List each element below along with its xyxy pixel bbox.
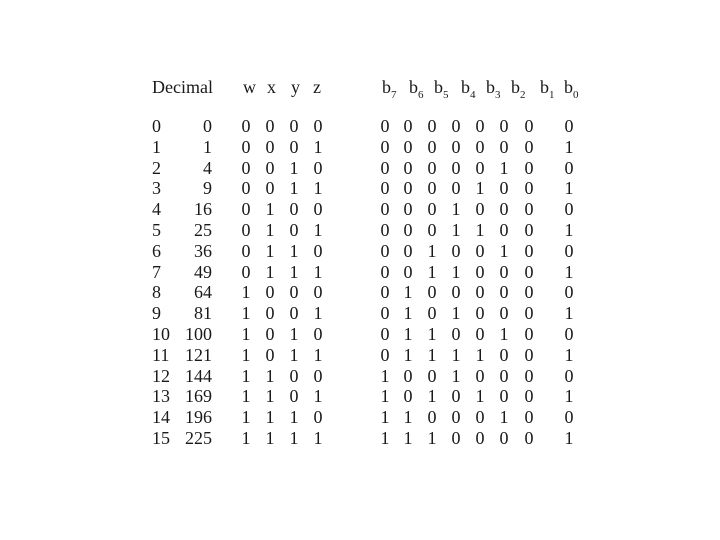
cell-input-bit: 0 [289, 137, 299, 157]
cell-output-bit: 0 [451, 116, 461, 136]
cell-input-bit: 1 [289, 158, 299, 178]
cell-square: 1 [203, 137, 212, 157]
cell-output-bit: 1 [564, 220, 574, 240]
cell-output-bit: 1 [564, 345, 574, 365]
cell-input-bit: 0 [289, 199, 299, 219]
cell-input-bit: 0 [289, 282, 299, 302]
cell-output-bit: 0 [524, 241, 534, 261]
cell-output-bit: 1 [499, 158, 509, 178]
cell-output-bit: 0 [451, 158, 461, 178]
cell-input-bit: 0 [289, 116, 299, 136]
cell-output-bit: 0 [427, 220, 437, 240]
cell-output-bit: 1 [451, 303, 461, 323]
header-b5-sub: 5 [443, 89, 449, 101]
header-b5 [434, 77, 449, 101]
cell-input-bit: 1 [241, 282, 251, 302]
cell-output-bit: 0 [380, 220, 390, 240]
cell-output-bit: 0 [451, 241, 461, 261]
cell-output-bit: 1 [380, 366, 390, 386]
cell-output-bit: 0 [403, 158, 413, 178]
cell-output-bit: 0 [524, 366, 534, 386]
cell-output-bit: 0 [427, 199, 437, 219]
cell-input-bit: 1 [265, 262, 275, 282]
header-z: z [313, 77, 321, 97]
header-b6 [409, 77, 424, 101]
cell-output-bit: 0 [427, 303, 437, 323]
cell-input-bit: 0 [241, 241, 251, 261]
cell-input-bit: 1 [265, 386, 275, 406]
cell-output-bit: 0 [475, 282, 485, 302]
cell-input-bit: 1 [313, 220, 323, 240]
cell-output-bit: 1 [499, 324, 509, 344]
cell-output-bit: 0 [524, 303, 534, 323]
header-b2 [511, 77, 526, 101]
cell-output-bit: 1 [475, 386, 485, 406]
cell-output-bit: 0 [475, 116, 485, 136]
cell-input-bit: 1 [289, 428, 299, 448]
cell-output-bit: 0 [564, 241, 574, 261]
cell-output-bit: 0 [380, 282, 390, 302]
cell-input-bit: 0 [241, 116, 251, 136]
cell-output-bit: 1 [403, 324, 413, 344]
cell-output-bit: 1 [564, 178, 574, 198]
header-b1-base: b [540, 77, 549, 97]
header-w: w [243, 77, 256, 97]
cell-output-bit: 1 [564, 137, 574, 157]
cell-input-bit: 1 [241, 428, 251, 448]
cell-square: 16 [194, 199, 212, 219]
cell-input-bit: 0 [265, 116, 275, 136]
cell-output-bit: 0 [380, 137, 390, 157]
cell-output-bit: 1 [564, 303, 574, 323]
cell-square: 225 [185, 428, 212, 448]
header-b3 [486, 77, 501, 101]
cell-output-bit: 0 [475, 407, 485, 427]
cell-input-bit: 1 [313, 178, 323, 198]
cell-input-bit: 1 [241, 386, 251, 406]
cell-output-bit: 0 [427, 137, 437, 157]
cell-input-bit: 1 [313, 137, 323, 157]
cell-output-bit: 1 [475, 178, 485, 198]
cell-output-bit: 0 [524, 345, 534, 365]
cell-output-bit: 0 [451, 178, 461, 198]
header-b5-base: b [434, 77, 443, 97]
cell-output-bit: 0 [524, 137, 534, 157]
cell-input-bit: 1 [289, 324, 299, 344]
cell-output-bit: 0 [475, 262, 485, 282]
cell-input-bit: 1 [265, 366, 275, 386]
cell-output-bit: 0 [451, 282, 461, 302]
cell-output-bit: 0 [499, 262, 509, 282]
cell-input-bit: 1 [313, 303, 323, 323]
cell-output-bit: 1 [380, 428, 390, 448]
cell-output-bit: 0 [499, 303, 509, 323]
cell-output-bit: 0 [524, 407, 534, 427]
cell-square: 0 [203, 116, 212, 136]
cell-output-bit: 0 [427, 178, 437, 198]
cell-input-bit: 1 [313, 262, 323, 282]
cell-input-bit: 1 [313, 386, 323, 406]
cell-input-bit: 0 [313, 158, 323, 178]
cell-input-bit: 1 [313, 428, 323, 448]
cell-input-bit: 1 [265, 220, 275, 240]
cell-output-bit: 1 [427, 428, 437, 448]
header-b4-sub: 4 [470, 89, 476, 101]
cell-square: 4 [203, 158, 212, 178]
header-b0 [564, 77, 579, 101]
cell-square: 169 [185, 386, 212, 406]
cell-input-bit: 1 [289, 262, 299, 282]
cell-output-bit: 0 [475, 324, 485, 344]
cell-input-bit: 0 [313, 366, 323, 386]
cell-output-bit: 0 [427, 282, 437, 302]
cell-output-bit: 0 [499, 366, 509, 386]
cell-output-bit: 0 [564, 407, 574, 427]
cell-output-bit: 1 [380, 407, 390, 427]
cell-input-bit: 0 [265, 303, 275, 323]
cell-input-bit: 1 [241, 366, 251, 386]
cell-output-bit: 1 [451, 199, 461, 219]
cell-output-bit: 0 [380, 199, 390, 219]
cell-output-bit: 0 [403, 220, 413, 240]
cell-output-bit: 0 [427, 366, 437, 386]
cell-output-bit: 1 [564, 386, 574, 406]
cell-output-bit: 0 [380, 178, 390, 198]
cell-input-bit: 1 [265, 241, 275, 261]
cell-output-bit: 0 [524, 428, 534, 448]
cell-input-bit: 1 [241, 324, 251, 344]
cell-output-bit: 0 [403, 366, 413, 386]
cell-input-bit: 0 [265, 324, 275, 344]
header-decimal: Decimal [152, 77, 213, 97]
cell-output-bit: 0 [499, 116, 509, 136]
cell-output-bit: 1 [475, 220, 485, 240]
cell-input-bit: 0 [265, 178, 275, 198]
cell-output-bit: 0 [524, 116, 534, 136]
cell-input-bit: 1 [289, 241, 299, 261]
cell-square: 100 [185, 324, 212, 344]
cell-output-bit: 0 [475, 199, 485, 219]
header-b1-sub: 1 [549, 89, 555, 101]
cell-output-bit: 1 [427, 345, 437, 365]
cell-output-bit: 0 [403, 137, 413, 157]
cell-output-bit: 0 [451, 137, 461, 157]
cell-square: 25 [194, 220, 212, 240]
cell-output-bit: 1 [380, 386, 390, 406]
cell-decimal: 9 [152, 303, 161, 323]
cell-output-bit: 1 [403, 345, 413, 365]
cell-output-bit: 0 [475, 428, 485, 448]
header-y: y [291, 77, 300, 97]
cell-output-bit: 0 [380, 345, 390, 365]
cell-input-bit: 1 [289, 407, 299, 427]
cell-output-bit: 1 [475, 345, 485, 365]
cell-output-bit: 0 [499, 345, 509, 365]
cell-output-bit: 1 [451, 366, 461, 386]
cell-input-bit: 0 [313, 407, 323, 427]
cell-decimal: 0 [152, 116, 161, 136]
cell-output-bit: 0 [451, 386, 461, 406]
cell-input-bit: 1 [241, 407, 251, 427]
cell-output-bit: 0 [380, 116, 390, 136]
cell-output-bit: 0 [524, 158, 534, 178]
cell-output-bit: 0 [499, 220, 509, 240]
cell-output-bit: 0 [499, 386, 509, 406]
cell-output-bit: 1 [403, 428, 413, 448]
cell-output-bit: 0 [564, 366, 574, 386]
header-b0-base: b [564, 77, 573, 97]
cell-square: 144 [185, 366, 212, 386]
cell-output-bit: 0 [451, 324, 461, 344]
cell-output-bit: 1 [564, 262, 574, 282]
cell-output-bit: 0 [403, 386, 413, 406]
cell-output-bit: 0 [427, 407, 437, 427]
cell-output-bit: 0 [380, 158, 390, 178]
cell-decimal: 8 [152, 282, 161, 302]
header-x: x [267, 77, 276, 97]
cell-output-bit: 0 [564, 116, 574, 136]
cell-decimal: 4 [152, 199, 161, 219]
cell-input-bit: 0 [289, 220, 299, 240]
header-b0-sub: 0 [573, 89, 579, 101]
cell-output-bit: 0 [475, 241, 485, 261]
cell-output-bit: 0 [499, 199, 509, 219]
cell-output-bit: 1 [451, 262, 461, 282]
cell-output-bit: 0 [524, 324, 534, 344]
cell-output-bit: 0 [524, 220, 534, 240]
cell-output-bit: 0 [524, 282, 534, 302]
header-b4 [461, 77, 476, 101]
cell-output-bit: 0 [427, 158, 437, 178]
cell-output-bit: 1 [427, 324, 437, 344]
header-b7-base: b [382, 77, 391, 97]
cell-output-bit: 1 [427, 262, 437, 282]
header-b7-sub: 7 [391, 89, 397, 101]
cell-input-bit: 0 [289, 303, 299, 323]
cell-square: 121 [185, 345, 212, 365]
header-b3-base: b [486, 77, 495, 97]
cell-decimal: 2 [152, 158, 161, 178]
cell-output-bit: 0 [524, 262, 534, 282]
cell-input-bit: 1 [265, 199, 275, 219]
cell-output-bit: 0 [499, 428, 509, 448]
cell-square: 64 [194, 282, 212, 302]
cell-square: 9 [203, 178, 212, 198]
cell-output-bit: 0 [403, 178, 413, 198]
cell-output-bit: 1 [564, 428, 574, 448]
cell-input-bit: 0 [289, 386, 299, 406]
cell-decimal: 13 [152, 386, 170, 406]
cell-input-bit: 0 [265, 345, 275, 365]
cell-input-bit: 0 [241, 137, 251, 157]
cell-square: 196 [185, 407, 212, 427]
header-b1 [540, 77, 555, 101]
cell-output-bit: 0 [564, 199, 574, 219]
cell-decimal: 6 [152, 241, 161, 261]
cell-output-bit: 0 [380, 262, 390, 282]
cell-input-bit: 1 [289, 178, 299, 198]
cell-output-bit: 0 [564, 158, 574, 178]
cell-output-bit: 0 [380, 241, 390, 261]
header-b2-sub: 2 [520, 89, 526, 101]
cell-input-bit: 0 [289, 366, 299, 386]
header-b2-base: b [511, 77, 520, 97]
cell-decimal: 15 [152, 428, 170, 448]
cell-input-bit: 1 [241, 303, 251, 323]
cell-output-bit: 0 [403, 241, 413, 261]
cell-output-bit: 1 [451, 345, 461, 365]
cell-square: 36 [194, 241, 212, 261]
cell-input-bit: 0 [313, 116, 323, 136]
cell-input-bit: 0 [313, 282, 323, 302]
header-b3-sub: 3 [495, 89, 501, 101]
cell-input-bit: 0 [313, 199, 323, 219]
cell-decimal: 5 [152, 220, 161, 240]
cell-output-bit: 0 [499, 137, 509, 157]
cell-output-bit: 0 [403, 199, 413, 219]
cell-output-bit: 0 [499, 282, 509, 302]
cell-input-bit: 1 [265, 407, 275, 427]
cell-decimal: 1 [152, 137, 161, 157]
cell-input-bit: 0 [265, 282, 275, 302]
header-b7 [382, 77, 397, 101]
cell-input-bit: 0 [241, 158, 251, 178]
header-b6-base: b [409, 77, 418, 97]
cell-output-bit: 0 [564, 324, 574, 344]
cell-input-bit: 0 [241, 178, 251, 198]
cell-output-bit: 0 [403, 116, 413, 136]
cell-input-bit: 1 [241, 345, 251, 365]
cell-decimal: 11 [152, 345, 170, 365]
cell-output-bit: 1 [499, 241, 509, 261]
cell-output-bit: 0 [451, 428, 461, 448]
header-b4-base: b [461, 77, 470, 97]
cell-input-bit: 0 [313, 324, 323, 344]
cell-decimal: 14 [152, 407, 170, 427]
cell-output-bit: 0 [427, 116, 437, 136]
cell-output-bit: 0 [524, 199, 534, 219]
cell-input-bit: 0 [241, 199, 251, 219]
cell-decimal: 12 [152, 366, 170, 386]
cell-output-bit: 0 [451, 407, 461, 427]
cell-input-bit: 1 [313, 345, 323, 365]
cell-square: 49 [194, 262, 212, 282]
cell-decimal: 7 [152, 262, 161, 282]
cell-decimal: 3 [152, 178, 161, 198]
cell-output-bit: 0 [475, 137, 485, 157]
cell-output-bit: 0 [475, 366, 485, 386]
cell-output-bit: 1 [451, 220, 461, 240]
cell-output-bit: 1 [403, 303, 413, 323]
cell-input-bit: 1 [289, 345, 299, 365]
cell-decimal: 10 [152, 324, 170, 344]
cell-output-bit: 0 [380, 324, 390, 344]
cell-output-bit: 1 [403, 282, 413, 302]
cell-output-bit: 0 [380, 303, 390, 323]
cell-input-bit: 0 [313, 241, 323, 261]
cell-output-bit: 1 [427, 241, 437, 261]
cell-output-bit: 0 [564, 282, 574, 302]
cell-input-bit: 1 [265, 428, 275, 448]
cell-output-bit: 0 [403, 262, 413, 282]
cell-output-bit: 0 [475, 158, 485, 178]
cell-output-bit: 0 [475, 303, 485, 323]
cell-input-bit: 0 [265, 137, 275, 157]
cell-output-bit: 1 [427, 386, 437, 406]
cell-output-bit: 0 [524, 178, 534, 198]
header-b6-sub: 6 [418, 89, 424, 101]
cell-square: 81 [194, 303, 212, 323]
cell-input-bit: 0 [241, 262, 251, 282]
cell-output-bit: 1 [499, 407, 509, 427]
cell-output-bit: 1 [403, 407, 413, 427]
cell-input-bit: 0 [241, 220, 251, 240]
cell-output-bit: 0 [499, 178, 509, 198]
cell-input-bit: 0 [265, 158, 275, 178]
cell-output-bit: 0 [524, 386, 534, 406]
